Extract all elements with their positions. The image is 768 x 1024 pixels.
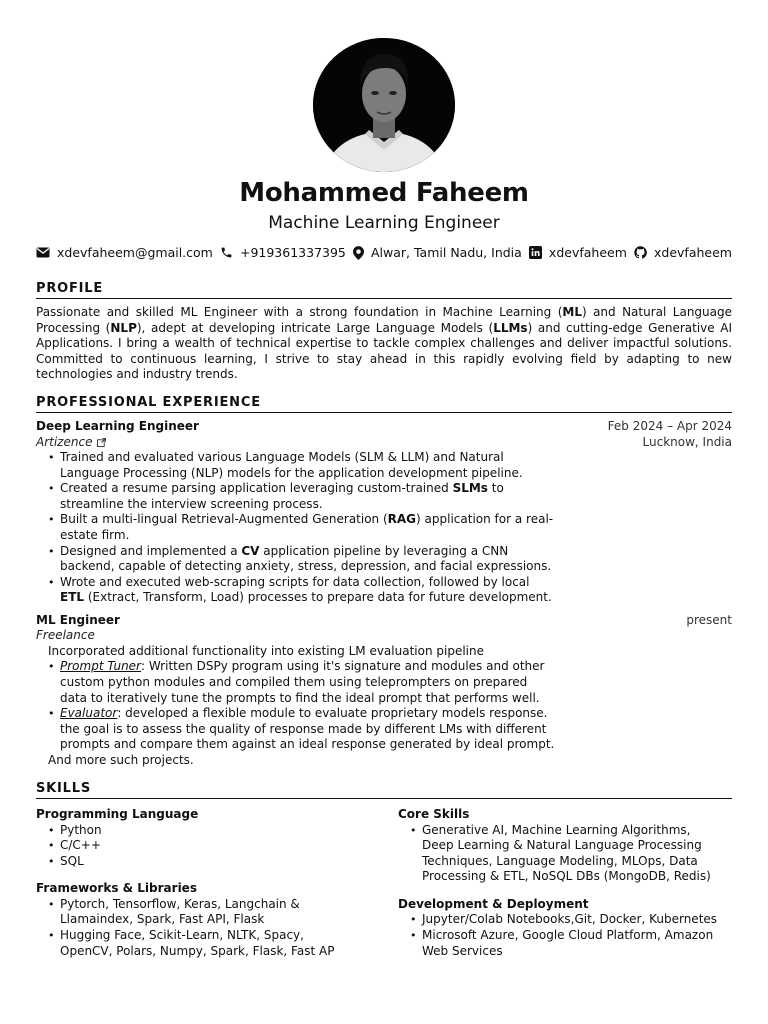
skill-list — [36, 897, 346, 959]
job-outro: And more such projects. — [48, 753, 194, 767]
company-link[interactable] — [36, 435, 106, 451]
skill-group-title: Programming Language — [36, 807, 199, 821]
experience-section — [36, 395, 732, 769]
skills-section — [36, 781, 732, 959]
profile-section — [36, 281, 732, 383]
envelope-icon — [36, 247, 50, 258]
skills-heading: SKILLS — [36, 781, 732, 799]
profile-heading: PROFILE — [36, 281, 732, 299]
candidate-title: Machine Learning Engineer — [268, 213, 500, 233]
phone-contact[interactable] — [220, 245, 346, 261]
skills-column-left — [36, 803, 398, 959]
github-contact[interactable] — [634, 245, 732, 261]
list-item: • Wrote and executed web-scraping scripts for data collection, followed by local ETL (Extract, Transform, Load) processes to prepare data for future development. — [48, 575, 556, 606]
external-link-icon — [97, 438, 106, 447]
list-item: • Hugging Face, Scikit-Learn, NLTK, Spacy, OpenCV, Polars, Numpy, Spark, Flask, Fast AP — [48, 928, 346, 959]
skill-list — [398, 912, 718, 959]
linkedin-text: xdevfaheem — [548, 245, 627, 260]
skill-group-title: Frameworks & Libraries — [36, 881, 197, 896]
list-item: • Jupyter/Colab Notebooks,Git, Docker, Kubernetes — [410, 912, 718, 928]
skills-grid — [36, 803, 732, 959]
job-location: Lucknow, India — [642, 434, 732, 449]
list-item: • Trained and evaluated various Language Models (SLM & LLM) and Natural Language Processing (NLP) models for the application development pipeline. — [48, 450, 556, 481]
github-text: xdevfaheem — [654, 245, 732, 260]
email-text: xdevfaheem@gmail.com — [57, 245, 213, 260]
list-item: • C/C++ — [48, 838, 398, 854]
company-name: Artizence — [36, 434, 93, 449]
job-title: ML Engineer — [36, 612, 120, 627]
job-bullets — [36, 450, 556, 606]
list-item: • Built a multi-lingual Retrieval-Augmented Generation (RAG) application for a real-estate firm. — [48, 512, 556, 543]
job-subheader — [36, 435, 732, 451]
list-item: • Evaluator: developed a flexible module to evaluate proprietary models response. the goal is to assess the quality of response made by different LMs with different prompts and compare them against an ideal response generated by ideal prompt. — [48, 706, 556, 753]
profile-summary: Passionate and skilled ML Engineer with a strong foundation in Machine Learning (ML) and Natural Language Processing (NLP), adept at developing intricate Large Language Models (LLMs) and cutting-edge Generative AI Applications. I bring a wealth of technical expertise to tackle complex challenges and deliver impactful solutions. Committed to continuous learning, I strive to stay ahead in this rapidly evolving field by adapting to new technologies and industry trends. — [36, 305, 732, 382]
skill-list — [36, 823, 398, 870]
linkedin-contact[interactable] — [529, 245, 627, 261]
company-name: Freelance — [36, 628, 95, 643]
list-item: • Prompt Tuner: Written DSPy program using it's signature and modules and other custom python modules and compiled them using teleprompters on prepared data to iteratively tune the prompts to find the ideal prompt that performs well. — [48, 659, 556, 706]
job-header — [36, 419, 732, 435]
github-icon — [634, 246, 647, 259]
job-date: present — [686, 612, 732, 627]
prompt-tuner-link[interactable]: Prompt Tuner — [60, 659, 141, 674]
profile-photo — [313, 38, 455, 172]
candidate-name: Mohammed Faheem — [239, 178, 529, 208]
job-title: Deep Learning Engineer — [36, 419, 199, 433]
job-date: Feb 2024 – Apr 2024 — [607, 419, 732, 433]
map-pin-icon — [353, 246, 364, 260]
location-contact — [353, 245, 522, 261]
phone-text: +919361337395 — [239, 245, 346, 260]
list-item: • Python — [48, 823, 398, 839]
experience-heading: PROFESSIONAL EXPERIENCE — [36, 395, 732, 413]
linkedin-icon — [529, 246, 542, 259]
evaluator-link[interactable]: Evaluator — [60, 706, 118, 721]
list-item: • Pytorch, Tensorflow, Keras, Langchain & Llamaindex, Spark, Fast API, Flask — [48, 897, 346, 928]
list-item: • SQL — [48, 854, 398, 870]
list-item: • Generative AI, Machine Learning Algorithms, Deep Learning & Natural Language Processing Techniques, Language Modeling, MLOps, Data Processing & ETL, NoSQL DBs (MongoDB, Redis) — [410, 823, 718, 885]
skill-group-title: Core Skills — [398, 807, 470, 821]
list-item: • Designed and implemented a CV application pipeline by leveraging a CNN backend, capable of detecting anxiety, stress, depression, and facial expressions. — [48, 544, 556, 575]
list-item: • Created a resume parsing application leveraging custom-trained SLMs to streamline the interview screening process. — [48, 481, 556, 512]
job-intro: Incorporated additional functionality into existing LM evaluation pipeline — [48, 643, 484, 658]
skills-column-right — [398, 803, 732, 959]
list-item: • Microsoft Azure, Google Cloud Platform, Amazon Web Services — [410, 928, 718, 959]
job-bullets — [36, 659, 556, 753]
email-contact[interactable] — [36, 245, 213, 261]
job-subheader — [36, 628, 732, 644]
location-text: Alwar, Tamil Nadu, India — [371, 245, 522, 260]
job-header — [36, 613, 732, 629]
skill-group-title: Development & Deployment — [398, 896, 589, 911]
skill-list — [398, 823, 718, 885]
phone-icon — [220, 246, 233, 259]
contact-row — [36, 245, 732, 261]
